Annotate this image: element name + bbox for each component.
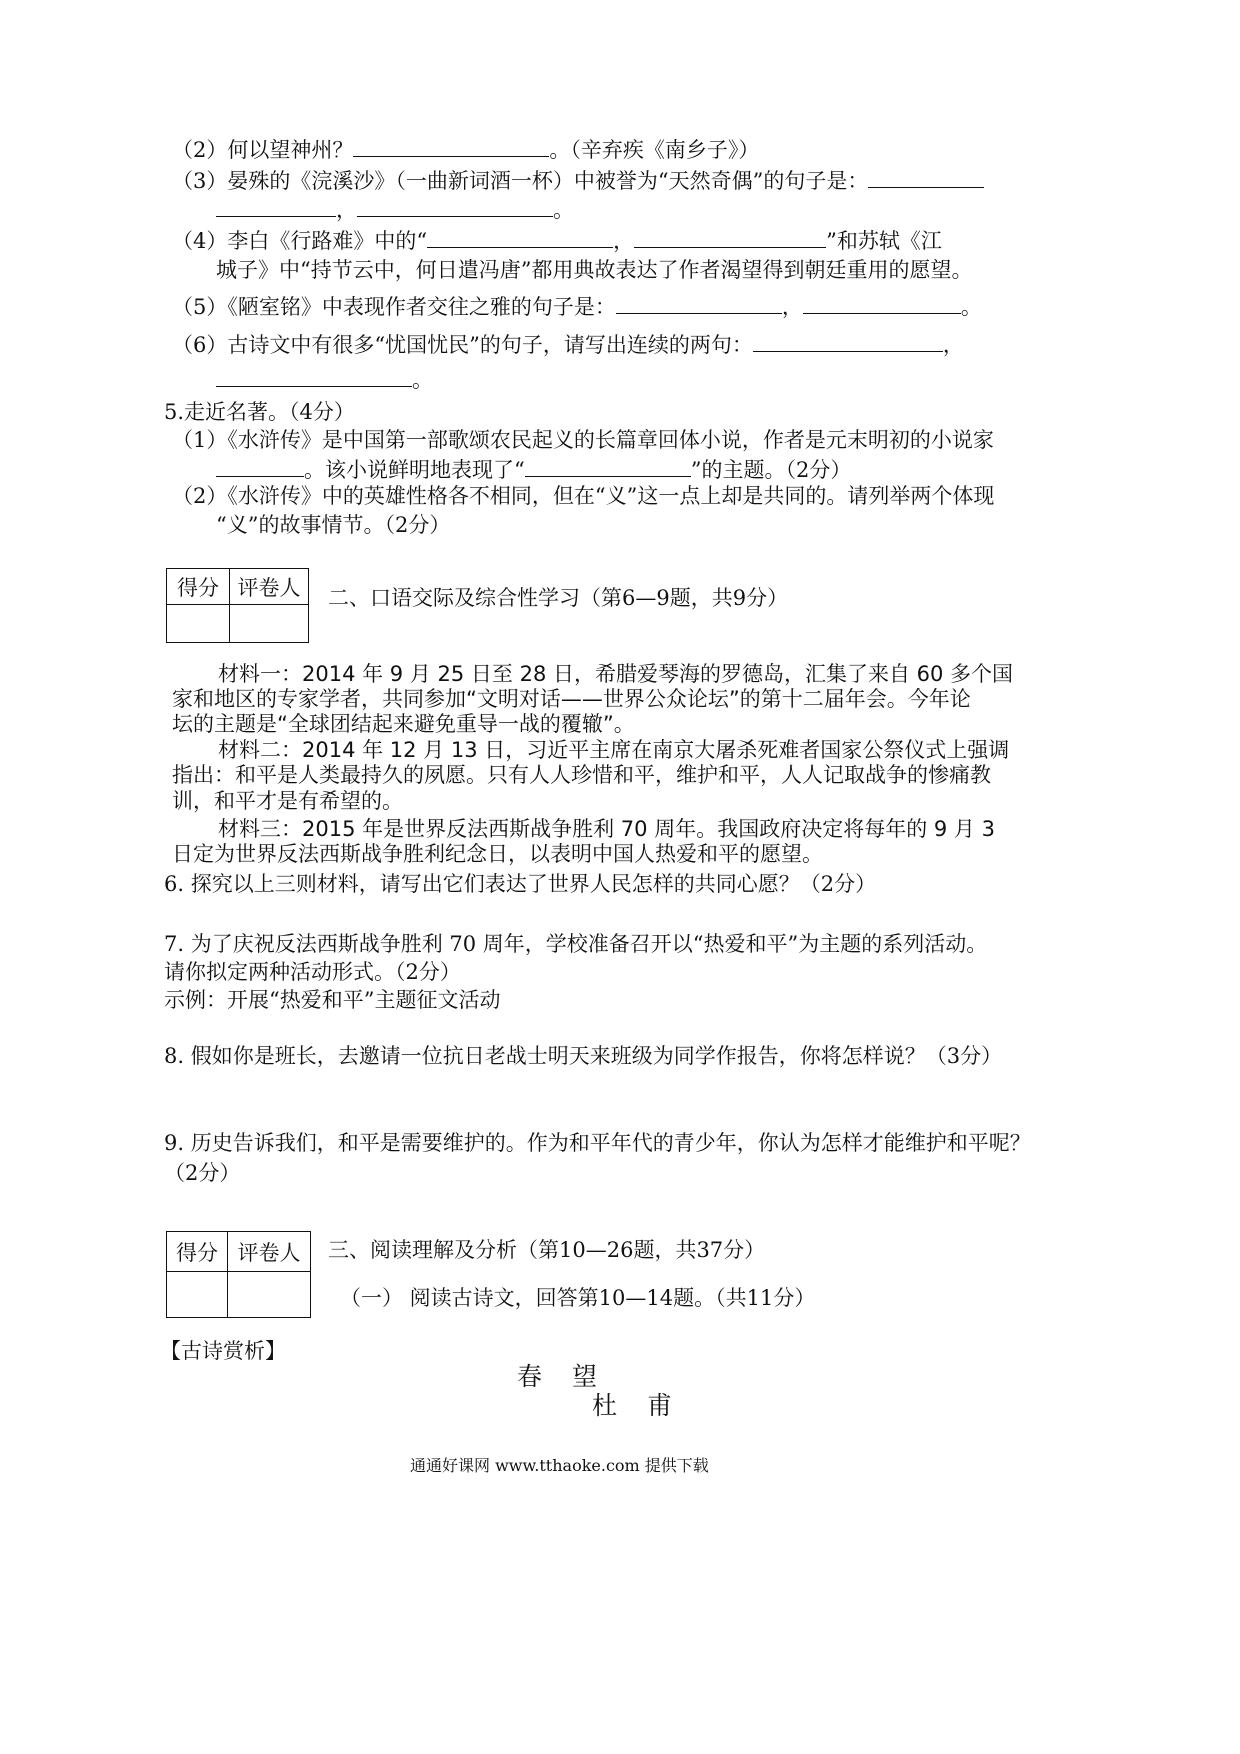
q5-1-line: （1）《水浒传》是中国第一部歌颂农民起义的长篇章回体小说，作者是元末明初的小说家	[172, 428, 994, 452]
material-1-line-1: 材料一：2014 年 9 月 25 日至 28 日，希腊爱琴海的罗德岛，汇集了来自 60 多个国	[218, 662, 1014, 686]
q4-4-text-c: 城子》中“持节云中，何日遣冯唐”都用典故表达了作者渴望得到朝廷重用的愿望。	[216, 258, 973, 282]
comma: ，	[781, 295, 803, 319]
q5-2-line-b: “义”的故事情节。（2分）	[216, 513, 451, 537]
q4-line-3	[172, 169, 984, 194]
material-2-line-2: 指出：和平是人类最持久的夙愿。只有人人珍惜和平，维护和平，人人记取战争的惨痛教	[172, 763, 991, 787]
answer-blank[interactable]	[634, 229, 826, 248]
score-label: 得分	[167, 1232, 228, 1272]
grader-label: 评卷人	[228, 1232, 311, 1272]
material-1-line-3: 坛的主题是“全球团结起来避免重导一战的覆辙”。	[172, 712, 635, 736]
material-2-line-1: 材料二：2014 年 12 月 13 日，习近平主席在南京大屠杀死难者国家公祭仪式上强调	[218, 738, 1010, 762]
q5-1-line-b	[216, 458, 851, 483]
answer-blank[interactable]	[216, 198, 336, 217]
answer-blank[interactable]	[357, 198, 553, 217]
comma: ，	[336, 198, 357, 222]
question-7-example: 示例：开展“热爱和平”主题征文活动	[164, 988, 501, 1012]
q4-line-4b	[216, 258, 972, 283]
grader-cell[interactable]	[228, 1272, 311, 1318]
q5-heading: 5.走近名著。（4分）	[164, 400, 355, 424]
answer-blank[interactable]	[525, 458, 691, 477]
grader-label: 评卷人	[230, 569, 309, 605]
page-footer: 通通好课网 www.tthaoke.com 提供下载	[410, 1456, 709, 1475]
question-6: 6. 探究以上三则材料，请写出它们表达了世界人民怎样的共同心愿？（2分）	[164, 872, 877, 896]
material-2-line-3: 训，和平才是有希望的。	[172, 789, 403, 813]
q4-6-text: （6）古诗文中有很多“忧国忧民”的句子，请写出连续的两句：	[172, 333, 753, 357]
answer-blank[interactable]	[616, 295, 782, 314]
poem-author: 杜甫	[592, 1391, 703, 1420]
q4-line-4	[172, 229, 942, 254]
section2-title: 二、口语交际及综合性学习（第6—9题，共9分）	[328, 586, 789, 610]
q5-1-text-b: 。该小说鲜明地表现了“	[304, 458, 525, 482]
q5-1-text-c: ”的主题。（2分）	[690, 458, 852, 482]
poem-section-label: 【古诗赏析】	[160, 1339, 286, 1363]
q4-2-text: （2）何以望神州？	[172, 138, 354, 162]
q4-3-text: （3）晏殊的《浣溪沙》（一曲新词酒一杯）中被誉为“天然奇偶”的句子是：	[172, 169, 869, 193]
question-7-line-2: 请你拟定两种活动形式。（2分）	[164, 960, 461, 984]
period: 。	[412, 368, 433, 392]
q4-line-2	[172, 138, 759, 163]
score-box	[166, 568, 309, 643]
q5-2-line: （2）《水浒传》中的英雄性格各不相同，但在“义”这一点上却是共同的。请列举两个体现	[172, 484, 995, 508]
score-box-2	[166, 1231, 311, 1318]
answer-blank[interactable]	[216, 368, 412, 387]
material-1-line-2: 家和地区的专家学者，共同参加“文明对话——世界公众论坛”的第十二届年会。今年论	[172, 687, 971, 711]
comma: ，	[613, 229, 635, 253]
question-8: 8. 假如你是班长，去邀请一位抗日老战士明天来班级为同学作报告，你将怎样说？（3分）	[164, 1044, 1003, 1068]
q4-line-6b	[216, 368, 433, 393]
q4-line-6	[172, 333, 964, 358]
comma: ，	[942, 333, 964, 357]
period: 。	[553, 198, 574, 222]
answer-blank[interactable]	[753, 333, 943, 352]
question-7-line-1: 7. 为了庆祝反法西斯战争胜利 70 周年，学校准备召开以“热爱和平”为主题的系列活动。	[164, 932, 988, 956]
answer-blank[interactable]	[427, 229, 613, 248]
q4-line-5	[172, 295, 982, 320]
q4-5-text: （5）《陋室铭》中表现作者交往之雅的句子是：	[172, 295, 616, 319]
grader-cell[interactable]	[230, 605, 309, 643]
section3-subtitle: （一） 阅读古诗文，回答第10—14题。（共11分）	[340, 1286, 816, 1310]
q4-line-3b	[216, 198, 574, 223]
question-9-line-1: 9. 历史告诉我们，和平是需要维护的。作为和平年代的青少年，你认为怎样才能维护和平呢？	[164, 1131, 1031, 1155]
period: 。	[960, 295, 982, 319]
score-cell[interactable]	[167, 1272, 228, 1318]
q4-2-source: 。（辛弃疾《南乡子》）	[549, 138, 760, 162]
poem-title: 春望	[517, 1362, 628, 1391]
score-cell[interactable]	[167, 605, 230, 643]
material-3-line-2: 日定为世界反法西斯战争胜利纪念日，以表明中国人热爱和平的愿望。	[172, 842, 823, 866]
section3-title: 三、阅读理解及分析（第10—26题，共37分）	[328, 1238, 766, 1262]
material-3-line-1: 材料三：2015 年是世界反法西斯战争胜利 70 周年。我国政府决定将每年的 9 月 3	[218, 817, 995, 841]
q4-4-text: （4）李白《行路难》中的“	[172, 229, 428, 253]
q4-4-text-b: ”和苏轼《江	[826, 229, 942, 253]
answer-blank[interactable]	[216, 458, 304, 477]
question-9-line-2: （2分）	[164, 1161, 241, 1185]
score-label: 得分	[167, 569, 230, 605]
answer-blank[interactable]	[868, 169, 984, 188]
answer-blank[interactable]	[803, 295, 961, 314]
answer-blank[interactable]	[353, 138, 549, 157]
